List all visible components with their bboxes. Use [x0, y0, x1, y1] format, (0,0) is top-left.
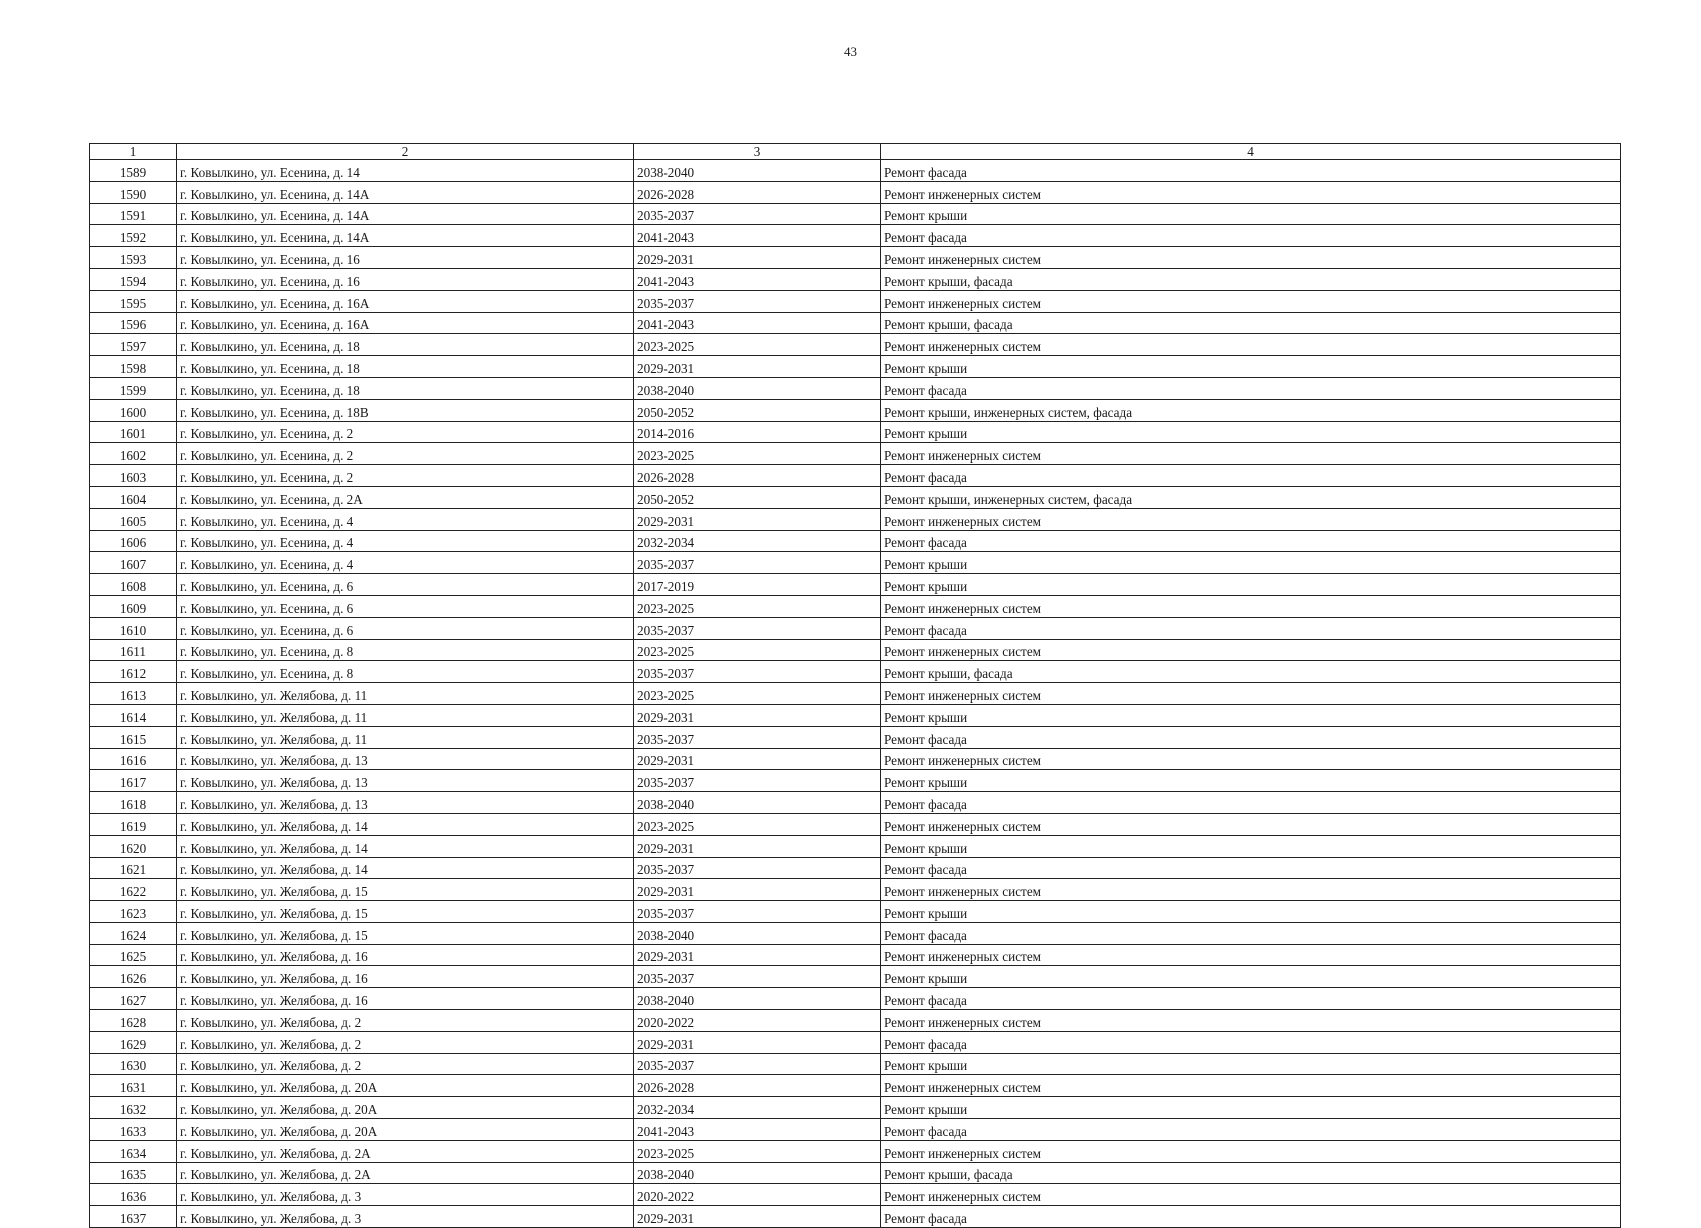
- row-number-cell: 1633: [90, 1119, 177, 1141]
- period-cell: 2020-2022: [634, 1184, 881, 1206]
- row-number-cell: 1608: [90, 574, 177, 596]
- row-number-cell: 1591: [90, 203, 177, 225]
- work-type-cell: Ремонт инженерных систем: [881, 595, 1621, 617]
- row-number-cell: 1598: [90, 356, 177, 378]
- table-row: [90, 944, 1621, 966]
- work-type-cell: Ремонт инженерных систем: [881, 290, 1621, 312]
- address-cell: г. Ковылкино, ул. Есенина, д. 18: [177, 334, 634, 356]
- work-type-cell: Ремонт фасада: [881, 922, 1621, 944]
- address-cell: г. Ковылкино, ул. Желябова, д. 13: [177, 792, 634, 814]
- period-cell: 2035-2037: [634, 770, 881, 792]
- address-cell: г. Ковылкино, ул. Есенина, д. 2: [177, 443, 634, 465]
- row-number-cell: 1593: [90, 247, 177, 269]
- row-number-cell: 1597: [90, 334, 177, 356]
- address-cell: г. Ковылкино, ул. Желябова, д. 2: [177, 1010, 634, 1032]
- row-number-cell: 1596: [90, 312, 177, 334]
- page-number: 43: [844, 44, 857, 59]
- column-header-4: 4: [881, 144, 1621, 160]
- period-cell: 2038-2040: [634, 160, 881, 182]
- address-cell: г. Ковылкино, ул. Есенина, д. 18: [177, 377, 634, 399]
- row-number-cell: 1590: [90, 181, 177, 203]
- work-type-cell: Ремонт крыши, инженерных систем, фасада: [881, 486, 1621, 508]
- period-cell: 2050-2052: [634, 486, 881, 508]
- table-row: [90, 683, 1621, 705]
- address-cell: г. Ковылкино, ул. Желябова, д. 2: [177, 1031, 634, 1053]
- row-number-cell: 1634: [90, 1140, 177, 1162]
- row-number-cell: 1607: [90, 552, 177, 574]
- work-type-cell: Ремонт крыши: [881, 704, 1621, 726]
- work-type-cell: Ремонт фасада: [881, 792, 1621, 814]
- row-number-cell: 1614: [90, 704, 177, 726]
- period-cell: 2014-2016: [634, 421, 881, 443]
- table-row: [90, 1184, 1621, 1206]
- period-cell: 2029-2031: [634, 508, 881, 530]
- period-cell: 2029-2031: [634, 944, 881, 966]
- row-number-cell: 1629: [90, 1031, 177, 1053]
- period-cell: 2023-2025: [634, 1140, 881, 1162]
- period-cell: 2038-2040: [634, 988, 881, 1010]
- address-cell: г. Ковылкино, ул. Есенина, д. 14А: [177, 225, 634, 247]
- period-cell: 2041-2043: [634, 312, 881, 334]
- address-cell: г. Ковылкино, ул. Есенина, д. 4: [177, 530, 634, 552]
- table-row: [90, 574, 1621, 596]
- work-type-cell: Ремонт инженерных систем: [881, 443, 1621, 465]
- row-number-cell: 1628: [90, 1010, 177, 1032]
- work-type-cell: Ремонт инженерных систем: [881, 247, 1621, 269]
- address-cell: г. Ковылкино, ул. Желябова, д. 20А: [177, 1119, 634, 1141]
- period-cell: 2032-2034: [634, 530, 881, 552]
- address-cell: г. Ковылкино, ул. Желябова, д. 16: [177, 944, 634, 966]
- address-cell: г. Ковылкино, ул. Есенина, д. 16А: [177, 312, 634, 334]
- period-cell: 2029-2031: [634, 835, 881, 857]
- table-row: [90, 486, 1621, 508]
- table-row: [90, 268, 1621, 290]
- address-cell: г. Ковылкино, ул. Желябова, д. 13: [177, 748, 634, 770]
- work-type-cell: Ремонт фасада: [881, 1206, 1621, 1228]
- row-number-cell: 1621: [90, 857, 177, 879]
- row-number-cell: 1625: [90, 944, 177, 966]
- period-cell: 2026-2028: [634, 465, 881, 487]
- work-type-cell: Ремонт крыши: [881, 421, 1621, 443]
- period-cell: 2029-2031: [634, 748, 881, 770]
- row-number-cell: 1624: [90, 922, 177, 944]
- table-row: [90, 530, 1621, 552]
- work-type-cell: Ремонт инженерных систем: [881, 181, 1621, 203]
- address-cell: г. Ковылкино, ул. Есенина, д. 6: [177, 617, 634, 639]
- table-row: [90, 901, 1621, 923]
- table-row: [90, 552, 1621, 574]
- work-type-cell: Ремонт инженерных систем: [881, 334, 1621, 356]
- period-cell: 2029-2031: [634, 1031, 881, 1053]
- work-type-cell: Ремонт фасада: [881, 726, 1621, 748]
- address-cell: г. Ковылкино, ул. Есенина, д. 4: [177, 508, 634, 530]
- address-cell: г. Ковылкино, ул. Желябова, д. 20А: [177, 1075, 634, 1097]
- row-number-cell: 1595: [90, 290, 177, 312]
- address-cell: г. Ковылкино, ул. Желябова, д. 11: [177, 683, 634, 705]
- work-type-cell: Ремонт крыши, фасада: [881, 1162, 1621, 1184]
- period-cell: 2035-2037: [634, 966, 881, 988]
- period-cell: 2035-2037: [634, 290, 881, 312]
- table-row: [90, 508, 1621, 530]
- row-number-cell: 1616: [90, 748, 177, 770]
- work-type-cell: Ремонт инженерных систем: [881, 1010, 1621, 1032]
- work-type-cell: Ремонт крыши: [881, 203, 1621, 225]
- address-cell: г. Ковылкино, ул. Есенина, д. 2: [177, 421, 634, 443]
- header-row: [90, 144, 1621, 160]
- address-cell: г. Ковылкино, ул. Есенина, д. 6: [177, 574, 634, 596]
- table-row: [90, 922, 1621, 944]
- address-cell: г. Ковылкино, ул. Есенина, д. 16: [177, 268, 634, 290]
- table-row: [90, 966, 1621, 988]
- table-row: [90, 377, 1621, 399]
- address-cell: г. Ковылкино, ул. Желябова, д. 2А: [177, 1162, 634, 1184]
- work-type-cell: Ремонт крыши: [881, 552, 1621, 574]
- table-row: [90, 617, 1621, 639]
- table-row: [90, 595, 1621, 617]
- table-row: [90, 1140, 1621, 1162]
- table-row: [90, 443, 1621, 465]
- table-row: [90, 835, 1621, 857]
- work-type-cell: Ремонт инженерных систем: [881, 748, 1621, 770]
- table-row: [90, 770, 1621, 792]
- period-cell: 2017-2019: [634, 574, 881, 596]
- work-type-cell: Ремонт инженерных систем: [881, 683, 1621, 705]
- work-type-cell: Ремонт фасада: [881, 988, 1621, 1010]
- row-number-cell: 1627: [90, 988, 177, 1010]
- row-number-cell: 1600: [90, 399, 177, 421]
- work-type-cell: Ремонт инженерных систем: [881, 1075, 1621, 1097]
- table-row: [90, 1119, 1621, 1141]
- table-row: [90, 748, 1621, 770]
- row-number-cell: 1606: [90, 530, 177, 552]
- address-cell: г. Ковылкино, ул. Желябова, д. 14: [177, 835, 634, 857]
- work-type-cell: Ремонт крыши: [881, 574, 1621, 596]
- column-header-1: 1: [90, 144, 177, 160]
- row-number-cell: 1604: [90, 486, 177, 508]
- period-cell: 2050-2052: [634, 399, 881, 421]
- address-cell: г. Ковылкино, ул. Желябова, д. 15: [177, 879, 634, 901]
- row-number-cell: 1626: [90, 966, 177, 988]
- table-row: [90, 399, 1621, 421]
- address-cell: г. Ковылкино, ул. Желябова, д. 16: [177, 988, 634, 1010]
- row-number-cell: 1609: [90, 595, 177, 617]
- address-cell: г. Ковылкино, ул. Есенина, д. 4: [177, 552, 634, 574]
- period-cell: 2038-2040: [634, 792, 881, 814]
- row-number-cell: 1636: [90, 1184, 177, 1206]
- table-row: [90, 639, 1621, 661]
- work-type-cell: Ремонт инженерных систем: [881, 639, 1621, 661]
- work-type-cell: Ремонт крыши: [881, 770, 1621, 792]
- period-cell: 2035-2037: [634, 203, 881, 225]
- work-type-cell: Ремонт инженерных систем: [881, 944, 1621, 966]
- work-type-cell: Ремонт инженерных систем: [881, 1184, 1621, 1206]
- period-cell: 2023-2025: [634, 334, 881, 356]
- table-row: [90, 225, 1621, 247]
- work-type-cell: Ремонт крыши, фасада: [881, 661, 1621, 683]
- address-cell: г. Ковылкино, ул. Желябова, д. 20А: [177, 1097, 634, 1119]
- period-cell: 2023-2025: [634, 639, 881, 661]
- table-row: [90, 988, 1621, 1010]
- row-number-cell: 1612: [90, 661, 177, 683]
- row-number-cell: 1620: [90, 835, 177, 857]
- address-cell: г. Ковылкино, ул. Есенина, д. 14А: [177, 203, 634, 225]
- address-cell: г. Ковылкино, ул. Желябова, д. 11: [177, 704, 634, 726]
- address-cell: г. Ковылкино, ул. Желябова, д. 2А: [177, 1140, 634, 1162]
- row-number-cell: 1613: [90, 683, 177, 705]
- row-number-cell: 1635: [90, 1162, 177, 1184]
- work-type-cell: Ремонт крыши: [881, 835, 1621, 857]
- row-number-cell: 1622: [90, 879, 177, 901]
- period-cell: 2029-2031: [634, 1206, 881, 1228]
- row-number-cell: 1631: [90, 1075, 177, 1097]
- table-row: [90, 1097, 1621, 1119]
- work-type-cell: Ремонт фасада: [881, 377, 1621, 399]
- row-number-cell: 1615: [90, 726, 177, 748]
- table-row: [90, 421, 1621, 443]
- work-type-cell: Ремонт фасада: [881, 225, 1621, 247]
- table-row: [90, 857, 1621, 879]
- period-cell: 2038-2040: [634, 922, 881, 944]
- address-cell: г. Ковылкино, ул. Есенина, д. 6: [177, 595, 634, 617]
- row-number-cell: 1611: [90, 639, 177, 661]
- row-number-cell: 1610: [90, 617, 177, 639]
- work-type-cell: Ремонт инженерных систем: [881, 508, 1621, 530]
- table-header: [90, 144, 1621, 160]
- row-number-cell: 1623: [90, 901, 177, 923]
- period-cell: 2035-2037: [634, 726, 881, 748]
- work-type-cell: Ремонт инженерных систем: [881, 879, 1621, 901]
- repair-schedule-table: [89, 143, 1621, 1228]
- period-cell: 2023-2025: [634, 683, 881, 705]
- work-type-cell: Ремонт фасада: [881, 160, 1621, 182]
- row-number-cell: 1617: [90, 770, 177, 792]
- table-row: [90, 879, 1621, 901]
- row-number-cell: 1605: [90, 508, 177, 530]
- work-type-cell: Ремонт крыши: [881, 1053, 1621, 1075]
- period-cell: 2029-2031: [634, 247, 881, 269]
- work-type-cell: Ремонт фасада: [881, 530, 1621, 552]
- table-row: [90, 1162, 1621, 1184]
- address-cell: г. Ковылкино, ул. Желябова, д. 14: [177, 857, 634, 879]
- row-number-cell: 1594: [90, 268, 177, 290]
- work-type-cell: Ремонт фасада: [881, 1031, 1621, 1053]
- address-cell: г. Ковылкино, ул. Желябова, д. 11: [177, 726, 634, 748]
- period-cell: 2032-2034: [634, 1097, 881, 1119]
- table-row: [90, 1010, 1621, 1032]
- row-number-cell: 1619: [90, 813, 177, 835]
- address-cell: г. Ковылкино, ул. Есенина, д. 14: [177, 160, 634, 182]
- period-cell: 2020-2022: [634, 1010, 881, 1032]
- row-number-cell: 1618: [90, 792, 177, 814]
- work-type-cell: Ремонт крыши, фасада: [881, 312, 1621, 334]
- address-cell: г. Ковылкино, ул. Желябова, д. 14: [177, 813, 634, 835]
- address-cell: г. Ковылкино, ул. Есенина, д. 18В: [177, 399, 634, 421]
- table-row: [90, 160, 1621, 182]
- work-type-cell: Ремонт фасада: [881, 1119, 1621, 1141]
- table-row: [90, 203, 1621, 225]
- period-cell: 2038-2040: [634, 377, 881, 399]
- period-cell: 2035-2037: [634, 552, 881, 574]
- table-row: [90, 334, 1621, 356]
- row-number-cell: 1632: [90, 1097, 177, 1119]
- work-type-cell: Ремонт крыши: [881, 901, 1621, 923]
- table-row: [90, 704, 1621, 726]
- row-number-cell: 1599: [90, 377, 177, 399]
- period-cell: 2035-2037: [634, 617, 881, 639]
- period-cell: 2035-2037: [634, 661, 881, 683]
- period-cell: 2026-2028: [634, 181, 881, 203]
- period-cell: 2023-2025: [634, 443, 881, 465]
- table-row: [90, 726, 1621, 748]
- row-number-cell: 1630: [90, 1053, 177, 1075]
- row-number-cell: 1603: [90, 465, 177, 487]
- table-row: [90, 661, 1621, 683]
- period-cell: 2035-2037: [634, 1053, 881, 1075]
- work-type-cell: Ремонт крыши, фасада: [881, 268, 1621, 290]
- work-type-cell: Ремонт инженерных систем: [881, 1140, 1621, 1162]
- table-row: [90, 181, 1621, 203]
- period-cell: 2029-2031: [634, 704, 881, 726]
- period-cell: 2029-2031: [634, 879, 881, 901]
- period-cell: 2026-2028: [634, 1075, 881, 1097]
- row-number-cell: 1589: [90, 160, 177, 182]
- work-type-cell: Ремонт инженерных систем: [881, 813, 1621, 835]
- work-type-cell: Ремонт крыши: [881, 966, 1621, 988]
- table-row: [90, 247, 1621, 269]
- address-cell: г. Ковылкино, ул. Есенина, д. 8: [177, 639, 634, 661]
- row-number-cell: 1592: [90, 225, 177, 247]
- address-cell: г. Ковылкино, ул. Желябова, д. 15: [177, 922, 634, 944]
- column-header-2: 2: [177, 144, 634, 160]
- work-type-cell: Ремонт крыши, инженерных систем, фасада: [881, 399, 1621, 421]
- row-number-cell: 1637: [90, 1206, 177, 1228]
- table-row: [90, 356, 1621, 378]
- address-cell: г. Ковылкино, ул. Есенина, д. 16А: [177, 290, 634, 312]
- period-cell: 2041-2043: [634, 225, 881, 247]
- address-cell: г. Ковылкино, ул. Желябова, д. 15: [177, 901, 634, 923]
- period-cell: 2023-2025: [634, 813, 881, 835]
- row-number-cell: 1601: [90, 421, 177, 443]
- column-header-3: 3: [634, 144, 881, 160]
- address-cell: г. Ковылкино, ул. Есенина, д. 2: [177, 465, 634, 487]
- table-row: [90, 1075, 1621, 1097]
- work-type-cell: Ремонт крыши: [881, 1097, 1621, 1119]
- address-cell: г. Ковылкино, ул. Есенина, д. 18: [177, 356, 634, 378]
- address-cell: г. Ковылкино, ул. Есенина, д. 2А: [177, 486, 634, 508]
- table-row: [90, 312, 1621, 334]
- work-type-cell: Ремонт фасада: [881, 465, 1621, 487]
- period-cell: 2023-2025: [634, 595, 881, 617]
- row-number-cell: 1602: [90, 443, 177, 465]
- period-cell: 2038-2040: [634, 1162, 881, 1184]
- work-type-cell: Ремонт фасада: [881, 617, 1621, 639]
- table-row: [90, 1031, 1621, 1053]
- address-cell: г. Ковылкино, ул. Есенина, д. 8: [177, 661, 634, 683]
- work-type-cell: Ремонт крыши: [881, 356, 1621, 378]
- period-cell: 2035-2037: [634, 857, 881, 879]
- address-cell: г. Ковылкино, ул. Желябова, д. 13: [177, 770, 634, 792]
- period-cell: 2035-2037: [634, 901, 881, 923]
- period-cell: 2029-2031: [634, 356, 881, 378]
- address-cell: г. Ковылкино, ул. Желябова, д. 2: [177, 1053, 634, 1075]
- table-row: [90, 290, 1621, 312]
- table-row: [90, 1206, 1621, 1228]
- address-cell: г. Ковылкино, ул. Желябова, д. 3: [177, 1206, 634, 1228]
- period-cell: 2041-2043: [634, 1119, 881, 1141]
- address-cell: г. Ковылкино, ул. Желябова, д. 16: [177, 966, 634, 988]
- address-cell: г. Ковылкино, ул. Есенина, д. 16: [177, 247, 634, 269]
- table-row: [90, 792, 1621, 814]
- address-cell: г. Ковылкино, ул. Есенина, д. 14А: [177, 181, 634, 203]
- address-cell: г. Ковылкино, ул. Желябова, д. 3: [177, 1184, 634, 1206]
- table-body: [90, 160, 1621, 1228]
- period-cell: 2041-2043: [634, 268, 881, 290]
- table-row: [90, 1053, 1621, 1075]
- work-type-cell: Ремонт фасада: [881, 857, 1621, 879]
- table-row: [90, 465, 1621, 487]
- table-row: [90, 813, 1621, 835]
